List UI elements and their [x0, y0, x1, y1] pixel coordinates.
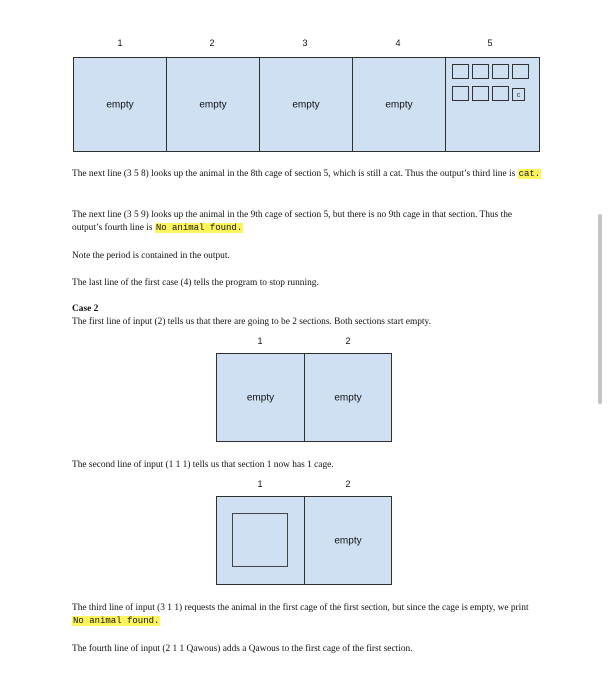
sections-diagram-case2-one-cage — [216, 496, 392, 585]
section-2 — [305, 497, 391, 584]
section-status: empty — [246, 392, 275, 403]
section-label-1: 1 — [257, 336, 263, 346]
paragraph-7 — [72, 602, 542, 628]
sections-diagram-case1 — [73, 57, 540, 152]
section-2 — [305, 354, 391, 441]
section-2 — [167, 58, 260, 151]
paragraph-3: Note the period is contained in the output. — [72, 251, 230, 261]
paragraph-4: The last line of the first case (4) tells the program to stop running. — [72, 278, 319, 288]
section-1 — [217, 497, 305, 584]
section-status: empty — [292, 99, 320, 110]
section-status: empty — [334, 535, 362, 546]
paragraph-text: The next line (3 5 8) looks up the animal in the 8th cage of section 5, which is still a cat. Thus the output’s third line is — [72, 169, 518, 179]
case2-heading: Case 2 — [72, 304, 99, 314]
code-highlight: cat. — [518, 169, 541, 179]
section-label-2: 2 — [345, 479, 351, 489]
section-status: empty — [106, 99, 134, 110]
section-4 — [353, 58, 446, 151]
cage-2 — [472, 64, 489, 79]
paragraph-5: The first line of input (2) tells us that there are going to be 2 sections. Both sections start empty. — [72, 317, 431, 327]
sections-diagram-case2-start — [216, 353, 392, 442]
paragraph-text: The third line of input (3 1 1) requests the animal in the first cage of the first section, but since the cage is empty, we print — [72, 603, 529, 613]
section-label-3: 3 — [302, 38, 308, 48]
section-label-1: 1 — [257, 479, 263, 489]
cage-7 — [492, 86, 509, 101]
code-highlight: No animal found. — [73, 616, 160, 626]
section-label-2: 2 — [345, 336, 351, 346]
paragraph-8: The fourth line of input (2 1 1 Qawous) adds a Qawous to the first cage of the first section. — [72, 644, 413, 654]
section-1 — [74, 58, 167, 151]
paragraph-text: The next line (3 5 9) looks up the animal in the 9th cage of section 5, but there is no 9th cage in that section. Thus the output’s fourth line is — [72, 210, 513, 233]
section-label-4: 4 — [395, 38, 401, 48]
section-3 — [260, 58, 353, 151]
cage-5 — [452, 86, 469, 101]
section-5 — [446, 58, 539, 151]
section-label-1: 1 — [117, 38, 123, 48]
section-1 — [217, 354, 305, 441]
cage-6 — [472, 86, 489, 101]
paragraph-6: The second line of input (1 1 1) tells us that section 1 now has 1 cage. — [72, 460, 334, 470]
cage-label: c — [516, 92, 521, 99]
cage-4 — [512, 64, 529, 79]
section-status: empty — [199, 99, 227, 110]
section-status: empty — [334, 392, 362, 403]
paragraph-1 — [72, 168, 542, 181]
section-label-5: 5 — [487, 38, 493, 48]
section-status: empty — [385, 99, 413, 110]
vertical-scrollbar[interactable] — [598, 214, 602, 404]
code-highlight: No animal found. — [155, 223, 243, 233]
section-label-2: 2 — [209, 38, 215, 48]
cage-3 — [492, 64, 509, 79]
paragraph-2 — [72, 209, 542, 235]
cage-1 — [232, 513, 288, 567]
cage-1 — [452, 64, 469, 79]
cage-8-cat — [512, 88, 525, 101]
